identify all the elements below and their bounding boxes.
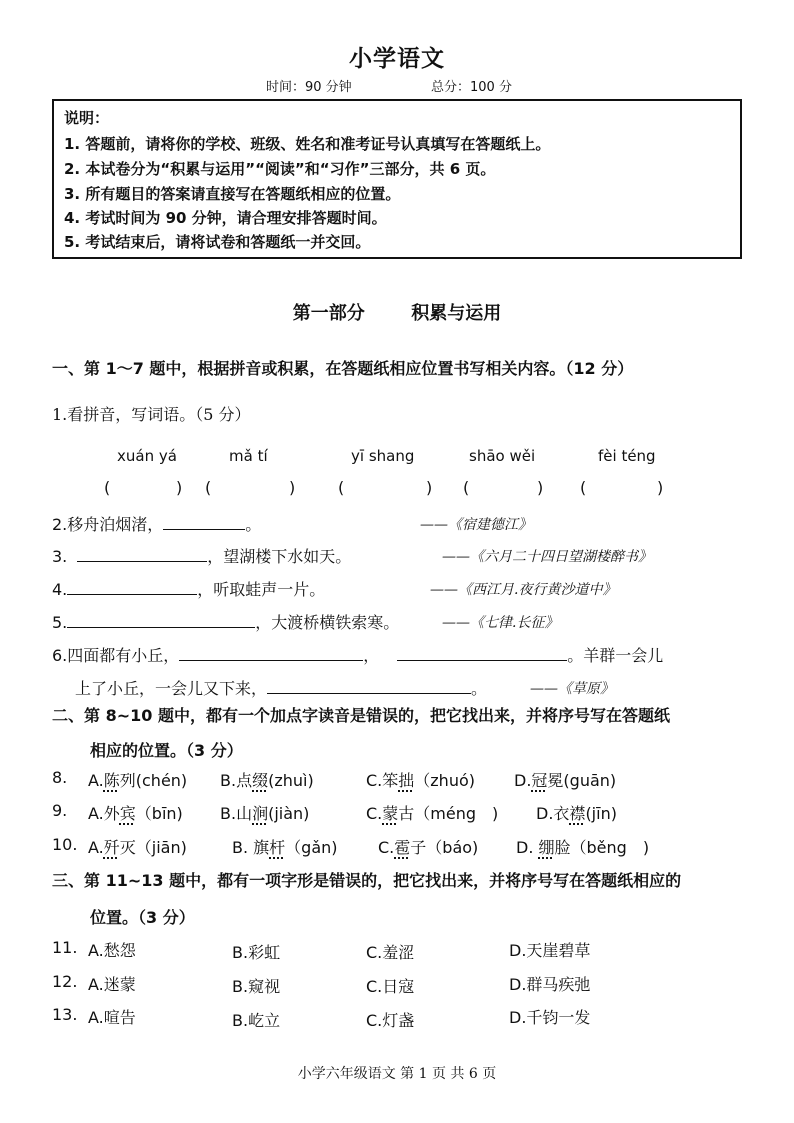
answer-paren-close: ) bbox=[657, 478, 664, 497]
answer-paren-open: ( bbox=[580, 478, 587, 497]
question-3: 3. ，望湖楼下水如天。 bbox=[52, 547, 352, 566]
pinyin: fèi téng bbox=[598, 447, 656, 465]
option-b: B. 旗杆（gǎn) bbox=[232, 838, 338, 857]
section-part: 第一部分 bbox=[292, 303, 365, 324]
question-number: 10. bbox=[52, 835, 78, 854]
option-a: A.陈列(chén) bbox=[88, 771, 188, 790]
instruction-item: 1. 答题前，请将你的学校、班级、姓名和准考证号认真填写在答题纸上。 bbox=[64, 135, 551, 153]
option-a: A.歼灭（jiān) bbox=[88, 838, 187, 857]
answer-paren-open: ( bbox=[463, 478, 470, 497]
option-d: D.天崖碧草 bbox=[509, 941, 591, 960]
exam-time: 时间：90 分钟 bbox=[266, 80, 352, 95]
question-group-2-heading: 二、第 8~10 题中，都有一个加点字读音是错误的，把它找出来，并将序号写在答题纸 bbox=[52, 706, 670, 725]
question-4: 4. ，听取蛙声一片。 bbox=[52, 580, 326, 599]
answer-paren-open: ( bbox=[104, 478, 111, 497]
option-d: D. 绷脸（běng ) bbox=[516, 838, 650, 857]
exam-total-score: 总分：100 分 bbox=[431, 80, 512, 95]
question-number: 13. bbox=[52, 1005, 78, 1024]
pinyin: yī shang bbox=[351, 447, 415, 465]
answer-blank bbox=[77, 545, 207, 562]
question-number: 8. bbox=[52, 768, 68, 787]
poem-source: ——《七律.长征》 bbox=[442, 615, 559, 631]
section-title bbox=[0, 299, 794, 325]
answer-paren-open: ( bbox=[338, 478, 345, 497]
option-d: D.千钧一发 bbox=[509, 1008, 591, 1027]
question-5: 5. ，大渡桥横铁索寒。 bbox=[52, 613, 400, 632]
instruction-item: 5. 考试结束后，请将试卷和答题纸一并交回。 bbox=[64, 233, 371, 251]
question-2: 2.移舟泊烟渚， 。 bbox=[52, 515, 262, 534]
option-c: C.笨拙（zhuó) bbox=[366, 771, 475, 790]
question-group-2-heading-cont: 相应的位置。（3 分） bbox=[90, 741, 243, 760]
pinyin: xuán yá bbox=[117, 447, 177, 465]
option-b: B.山涧(jiàn) bbox=[220, 804, 310, 823]
option-a: A.外宾（bīn) bbox=[88, 804, 183, 823]
question-number: 9. bbox=[52, 801, 68, 820]
option-b: B.彩虹 bbox=[232, 943, 281, 962]
option-b: B.点缀(zhuì) bbox=[220, 771, 314, 790]
page-title: 小学语文 bbox=[349, 46, 445, 72]
answer-paren-close: ) bbox=[426, 478, 433, 497]
option-b: B.窥视 bbox=[232, 977, 281, 996]
answer-blank bbox=[267, 677, 471, 694]
answer-paren-close: ) bbox=[176, 478, 183, 497]
answer-blank bbox=[179, 644, 363, 661]
option-a: A.愁怨 bbox=[88, 941, 136, 960]
question-1: 1.看拼音，写词语。（5 分） bbox=[52, 405, 251, 424]
option-d: D.衣襟(jīn) bbox=[536, 804, 617, 823]
question-6: 6.四面都有小丘， ， 。羊群一会儿 bbox=[52, 646, 664, 665]
poem-source: ——《六月二十四日望湖楼醉书》 bbox=[442, 549, 652, 565]
answer-blank bbox=[67, 611, 255, 628]
instruction-item: 2. 本试卷分为“积累与运用”“阅读”和“习作”三部分，共 6 页。 bbox=[64, 160, 496, 178]
option-c: C.灯盏 bbox=[366, 1011, 415, 1030]
option-c: C.日寇 bbox=[366, 977, 415, 996]
poem-source: ——《草原》 bbox=[530, 681, 614, 697]
answer-blank bbox=[163, 513, 245, 530]
instruction-item: 3. 所有题目的答案请直接写在答题纸相应的位置。 bbox=[64, 185, 401, 203]
instructions-box bbox=[52, 99, 742, 259]
question-6-cont: 上了小丘，一会儿又下来， 。 bbox=[75, 679, 488, 698]
option-c: C.雹子（báo) bbox=[378, 838, 479, 857]
question-number: 11. bbox=[52, 938, 78, 957]
pinyin: mǎ tí bbox=[229, 447, 268, 465]
question-number: 12. bbox=[52, 972, 78, 991]
instruction-item: 4. 考试时间为 90 分钟，请合理安排答题时间。 bbox=[64, 209, 387, 227]
poem-source: ——《西江月.夜行黄沙道中》 bbox=[430, 582, 617, 598]
option-d: D.冠冕(guān) bbox=[514, 771, 617, 790]
option-b: B.屹立 bbox=[232, 1011, 281, 1030]
option-c: C.蒙古（méng ) bbox=[366, 804, 499, 823]
pinyin: shāo wěi bbox=[469, 447, 536, 465]
question-group-1-heading: 一、第 1～7 题中，根据拼音或积累，在答题纸相应位置书写相关内容。（12 分） bbox=[52, 359, 634, 378]
option-c: C.羞涩 bbox=[366, 943, 415, 962]
poem-source: ——《宿建德江》 bbox=[420, 517, 532, 533]
answer-paren-open: ( bbox=[205, 478, 212, 497]
answer-paren-close: ) bbox=[537, 478, 544, 497]
answer-blank bbox=[397, 644, 567, 661]
page-footer: 小学六年级语文 第 1 页 共 6 页 bbox=[297, 1066, 497, 1082]
answer-blank bbox=[67, 578, 197, 595]
question-group-3-heading-cont: 位置。（3 分） bbox=[90, 908, 195, 927]
option-d: D.群马疾弛 bbox=[509, 975, 591, 994]
instructions-heading: 说明： bbox=[64, 109, 110, 127]
answer-paren-close: ) bbox=[289, 478, 296, 497]
option-a: A.喧告 bbox=[88, 1008, 136, 1027]
option-a: A.迷蒙 bbox=[88, 975, 136, 994]
section-name: 积累与运用 bbox=[411, 303, 502, 324]
question-group-3-heading: 三、第 11~13 题中，都有一项字形是错误的，把它找出来，并将序号写在答题纸相应的 bbox=[52, 871, 682, 890]
